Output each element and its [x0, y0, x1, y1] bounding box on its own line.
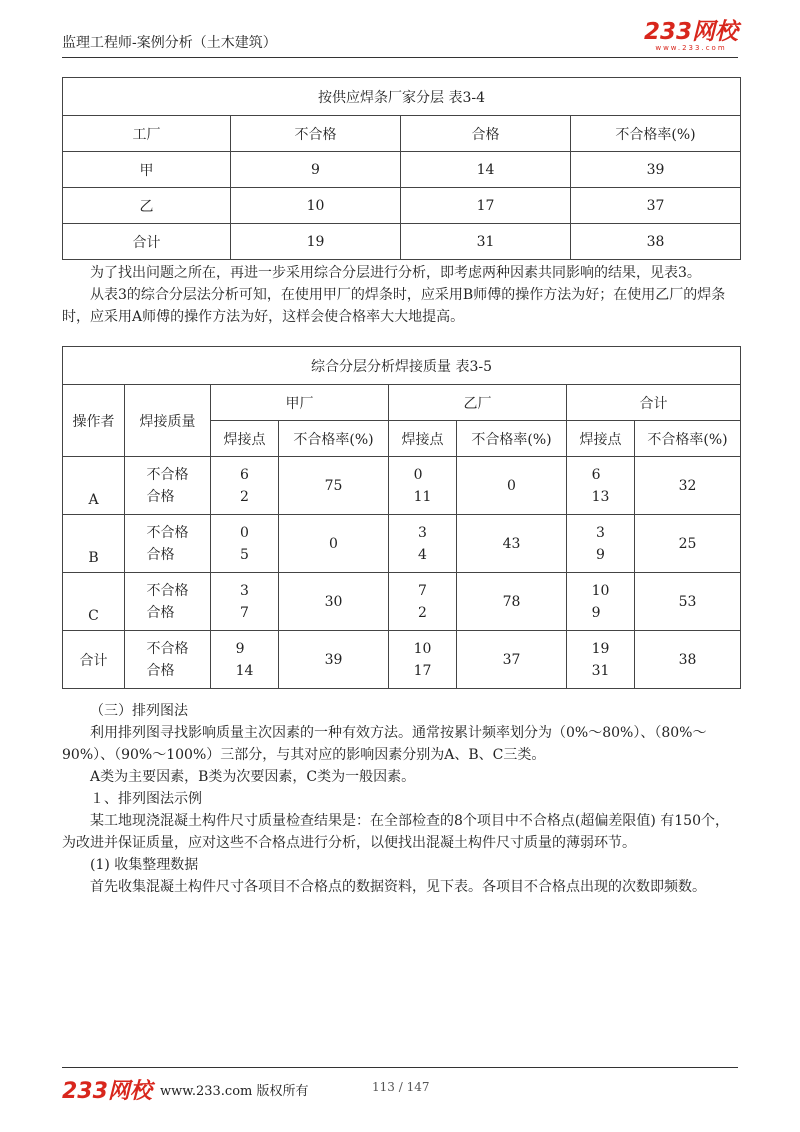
points-cell	[567, 457, 635, 515]
value: 9	[235, 640, 245, 657]
value: 9	[596, 546, 605, 563]
points-cell	[567, 515, 635, 573]
subheader-points: 焊接点	[211, 421, 279, 457]
table-cell: 17	[401, 188, 571, 224]
quality-line: 合格	[146, 604, 175, 621]
section-heading: （三）排列图法	[90, 703, 188, 719]
quality-line: 不合格	[146, 524, 189, 541]
value: 2	[240, 488, 249, 505]
points-cell	[211, 573, 279, 631]
value: 17	[413, 662, 432, 679]
rate-cell: 78	[457, 573, 567, 631]
points-cell	[211, 515, 279, 573]
table-caption: 按供应焊条厂家分层 表3-4	[63, 78, 741, 116]
page-number: 113 / 147	[372, 1080, 430, 1094]
points-cell	[211, 457, 279, 515]
table-cell: 9	[231, 152, 401, 188]
table-cell: 乙	[63, 188, 231, 224]
paragraph: A类为主要因素，B类为次要因素，C类为一般因素。	[90, 769, 416, 785]
rate-cell: 25	[635, 515, 741, 573]
body-text-block-1	[62, 262, 742, 328]
value: 6	[591, 466, 601, 483]
subheader-rate: 不合格率(%)	[457, 421, 567, 457]
value: 4	[418, 546, 427, 563]
value: 6	[240, 466, 249, 483]
quality-line: 不合格	[146, 466, 189, 483]
table-row	[63, 188, 741, 224]
footer-divider	[62, 1067, 738, 1068]
quality-cell	[125, 457, 211, 515]
table-cell: 14	[401, 152, 571, 188]
value: 0	[240, 524, 249, 541]
table-combined-stratification	[62, 346, 741, 689]
quality-line: 合格	[146, 546, 175, 563]
table-cell: 39	[571, 152, 741, 188]
footer-copyright: www.233.com 版权所有	[160, 1084, 309, 1099]
rate-cell: 43	[457, 515, 567, 573]
points-cell	[389, 515, 457, 573]
table-row-total	[63, 631, 741, 689]
quality-line: 合格	[146, 488, 175, 505]
value: 7	[418, 582, 427, 599]
points-cell	[389, 631, 457, 689]
value: 9	[591, 604, 601, 621]
header-divider	[62, 57, 738, 58]
column-header: 工厂	[63, 116, 231, 152]
rate-cell: 32	[635, 457, 741, 515]
subheader-points: 焊接点	[389, 421, 457, 457]
quality-line: 合格	[146, 662, 175, 679]
quality-line: 不合格	[146, 582, 189, 599]
value: 11	[413, 488, 432, 505]
value: 10	[591, 582, 610, 599]
table-row	[63, 152, 741, 188]
group-header: 甲厂	[211, 385, 389, 421]
table-cell: 37	[571, 188, 741, 224]
subheader-rate: 不合格率(%)	[279, 421, 389, 457]
operator-cell: 合计	[63, 631, 125, 689]
table-cell: 38	[571, 224, 741, 260]
column-header: 合格	[401, 116, 571, 152]
table-header-row	[63, 116, 741, 152]
subsection-heading: １、排列图法示例	[90, 791, 202, 807]
logo-subtext: www.233.com	[655, 44, 727, 52]
points-cell	[211, 631, 279, 689]
brand-logo[interactable]	[644, 20, 738, 52]
operator-cell: C	[63, 573, 125, 631]
value: 5	[240, 546, 249, 563]
value: 19	[591, 640, 610, 657]
rate-cell: 75	[279, 457, 389, 515]
value: 3	[240, 582, 249, 599]
footer-logo[interactable]: 233网校	[62, 1079, 152, 1104]
quality-line: 不合格	[146, 640, 189, 657]
table-row	[63, 515, 741, 573]
table-by-supplier	[62, 77, 741, 260]
table-cell: 甲	[63, 152, 231, 188]
column-header: 不合格	[231, 116, 401, 152]
subheader-points: 焊接点	[567, 421, 635, 457]
rate-cell: 37	[457, 631, 567, 689]
value: 3	[596, 524, 605, 541]
column-header-operator: 操作者	[63, 385, 125, 457]
table-header-row	[63, 385, 741, 421]
body-text-block-2	[62, 700, 742, 898]
value: 13	[591, 488, 610, 505]
points-cell	[567, 573, 635, 631]
table-row	[63, 224, 741, 260]
rate-cell: 38	[635, 631, 741, 689]
paragraph: 某工地现浇混凝土构件尺寸质量检查结果是：在全部检查的8个项目中不合格点(超偏差限值) 有150个，为改进并保证质量，应对这些不合格点进行分析，以便找出混凝土构件尺寸质量的薄弱环节。	[62, 813, 730, 851]
rate-cell: 0	[457, 457, 567, 515]
column-header-quality: 焊接质量	[125, 385, 211, 457]
table-cell: 19	[231, 224, 401, 260]
table-cell: 10	[231, 188, 401, 224]
quality-cell	[125, 573, 211, 631]
points-cell	[389, 573, 457, 631]
operator-cell: A	[63, 457, 125, 515]
points-cell	[567, 631, 635, 689]
table-cell: 合计	[63, 224, 231, 260]
table-row	[63, 573, 741, 631]
value: 2	[418, 604, 427, 621]
operator-cell: B	[63, 515, 125, 573]
value: 3	[418, 524, 427, 541]
table-caption: 综合分层分析焊接质量 表3-5	[63, 347, 741, 385]
quality-cell	[125, 631, 211, 689]
group-header: 合计	[567, 385, 741, 421]
subsection-heading: (1) 收集整理数据	[90, 857, 199, 873]
subheader-rate: 不合格率(%)	[635, 421, 741, 457]
table-cell: 31	[401, 224, 571, 260]
quality-cell	[125, 515, 211, 573]
points-cell	[389, 457, 457, 515]
rate-cell: 39	[279, 631, 389, 689]
rate-cell: 53	[635, 573, 741, 631]
column-header: 不合格率(%)	[571, 116, 741, 152]
logo-text: 233网校	[643, 19, 738, 45]
rate-cell: 30	[279, 573, 389, 631]
value: 7	[240, 604, 249, 621]
paragraph: 首先收集混凝土构件尺寸各项目不合格点的数据资料，见下表。各项目不合格点出现的次数即频数。	[90, 879, 706, 895]
table-row	[63, 457, 741, 515]
rate-cell: 0	[279, 515, 389, 573]
paragraph: 从表3的综合分层法分析可知，在使用甲厂的焊条时，应采用B师傅的操作方法为好；在使用乙厂的焊条时，应采用A师傅的操作方法为好，这样会使合格率大大地提高。	[62, 287, 726, 325]
paragraph: 利用排列图寻找影响质量主次因素的一种有效方法。通常按累计频率划分为（0%～80%）、（80%～90%）、（90%～100%）三部分，与其对应的影响因素分别为A、B、C三类。	[62, 725, 707, 763]
value: 31	[591, 662, 610, 679]
value: 14	[235, 662, 254, 679]
value: 10	[413, 640, 432, 657]
value: 0	[413, 466, 423, 483]
paragraph: 为了找出问题之所在，再进一步采用综合分层进行分析，即考虑两种因素共同影响的结果，见表3。	[90, 265, 701, 281]
group-header: 乙厂	[389, 385, 567, 421]
document-header-title: 监理工程师-案例分析（土木建筑）	[62, 35, 277, 51]
